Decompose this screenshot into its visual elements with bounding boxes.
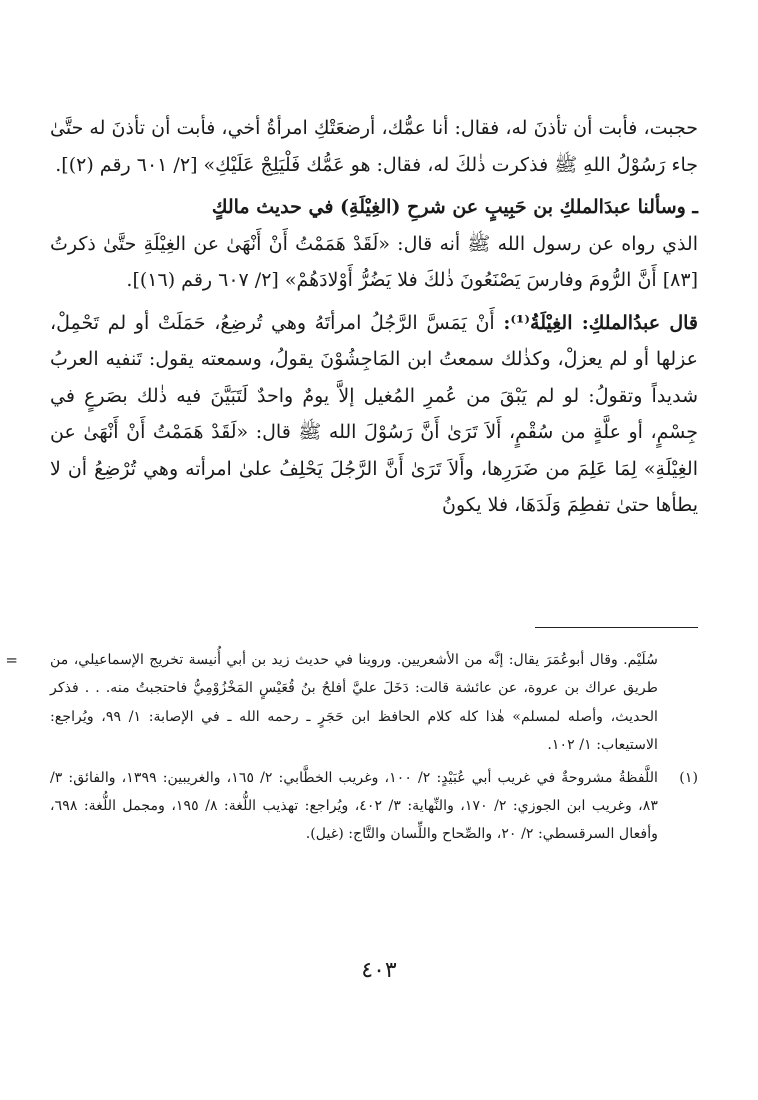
footnote-1-marker: (١) xyxy=(679,769,698,786)
footnote-1-text: اللَّفظةُ مشروحةٌ في غريب أبي عُبَيْدٍ: ٢/ ١٠٠، وغريب الخطَّابي: ٢/ ١٦٥، والغريبين: ١٣٩٩، والفائق: ٣/ ٨٣، وغريب ابن الجوزي: ٢/ ١٧٠، والنِّهاية: ٣/ ٤٠٢، ويُراجع: تهذيب اللُّغة: ٨/ ١٩٥، ومجمل اللُّغة: ٦٩٨، وأفعال السرقسطي: ٢/ ٢٠، والصِّحاح واللِّسان والتَّاج: (غيل). xyxy=(50,769,658,843)
footnote-1 xyxy=(50,764,698,849)
main-text xyxy=(50,110,698,524)
continuation-marker: = xyxy=(5,651,18,669)
footnote-continuation-text: سُلَيْم. وقال أبوعُمَرَ يقال: إنَّه من الأشعريين. وروينا في حديث زيد بن أبي أُنيسة تخريج الإسماعيلي، من طريق عراك بن عروة، عن عائشة قالت: دَخَلَ عليَّ أفلحُ بنُ قُعَيْسٍ المَخْزُوْمِيُّ فاحتجبتُ منه. . . فذكر الحديث، وأصله لمسلم» هٰذا كله كلام الحافظ ابن حَجَرٍ ـ رحمه الله ـ في الإصابة: ١/ ٩٩، ويُراجع: الاستيعاب: ١/ ١٠٢. xyxy=(50,652,658,754)
paragraph-2: الذي رواه عن رسول الله ﷺ أنه قال: «لَقَدْ هَمَمْتُ أَنْ أَنْهَىٰ عن الغِيْلَةِ حتَّىٰ ذكرتُ [٨٣] أَنَّ الرُّومَ وفارسَ يَصْنَعُونَ ذٰلكَ فلا يَضُرُّ أَوْلادَهُمْ» [٢/ ٦٠٧ رقم (١٦)]. xyxy=(50,232,698,291)
paragraph-1: حجبت، فأبت أن تأذنَ له، فقال: أنا عمُّك، أرضعَتْكِ امرأةُ أخي، فأبت أن تأذنَ له حتَّىٰ جاء رَسُوْلُ اللهِ ﷺ فذكرت ذٰلكَ له، فقال: هو عَمُّك فَلْيَلِجْ عَلَيْكِ» [٢/ ٦٠١ رقم (٢)]. xyxy=(50,117,698,176)
footnote-divider xyxy=(535,627,698,628)
footnotes xyxy=(5,646,698,849)
section-heading: ـ وسألنا عبدَالملكِ بن حَبِيبٍ عن شرحِ (الغِيْلَةِ) في حديث مالكٍ xyxy=(211,196,698,218)
footnote-continuation xyxy=(5,646,698,760)
page-number: ٤٠٣ xyxy=(361,958,397,983)
paragraph-3-lead: قال عبدُالملكِ: الغِيْلَةُ⁽¹⁾: xyxy=(503,311,699,334)
paragraph-3 xyxy=(50,305,698,524)
paragraph-3-body: أَنْ يَمَسَّ الرَّجُلُ امرأتَهُ وهي تُرضِعُ، حَمَلَتْ أو لم تَحْمِلْ، عزلها أو لم يعزلْ، وكذٰلك سمعتُ ابن المَاجِشُوْنَ يقولُ، وسمعته يقول: تَنفيه العربُ شديداً وتقولُ: لو لم يَبْقَ من عُمرِ المُغيل إلاَّ يومٌ واحدٌ لَتَبَيَّنَ فيه ذٰلك بصَرعٍ في جِسْمٍ، أو علَّةٍ من سُقْمٍ، أَلاَ تَرَىٰ أَنَّ رَسُوْلَ الله ﷺ قال: «لَقَدْ هَمَمْتُ أَنْ أَنْهَىٰ عن الغِيْلَةِ» لِمَا عَلِمَ من ضَرَرِها، وأَلاَ تَرَىٰ أَنَّ الرَّجُلَ يَحْلِفُ علىٰ امرأته وهي تُرْضِعُ أن لا يطأها حتىٰ تفطِمَ وَلَدَهَا، فلا يكونُ xyxy=(50,311,698,516)
